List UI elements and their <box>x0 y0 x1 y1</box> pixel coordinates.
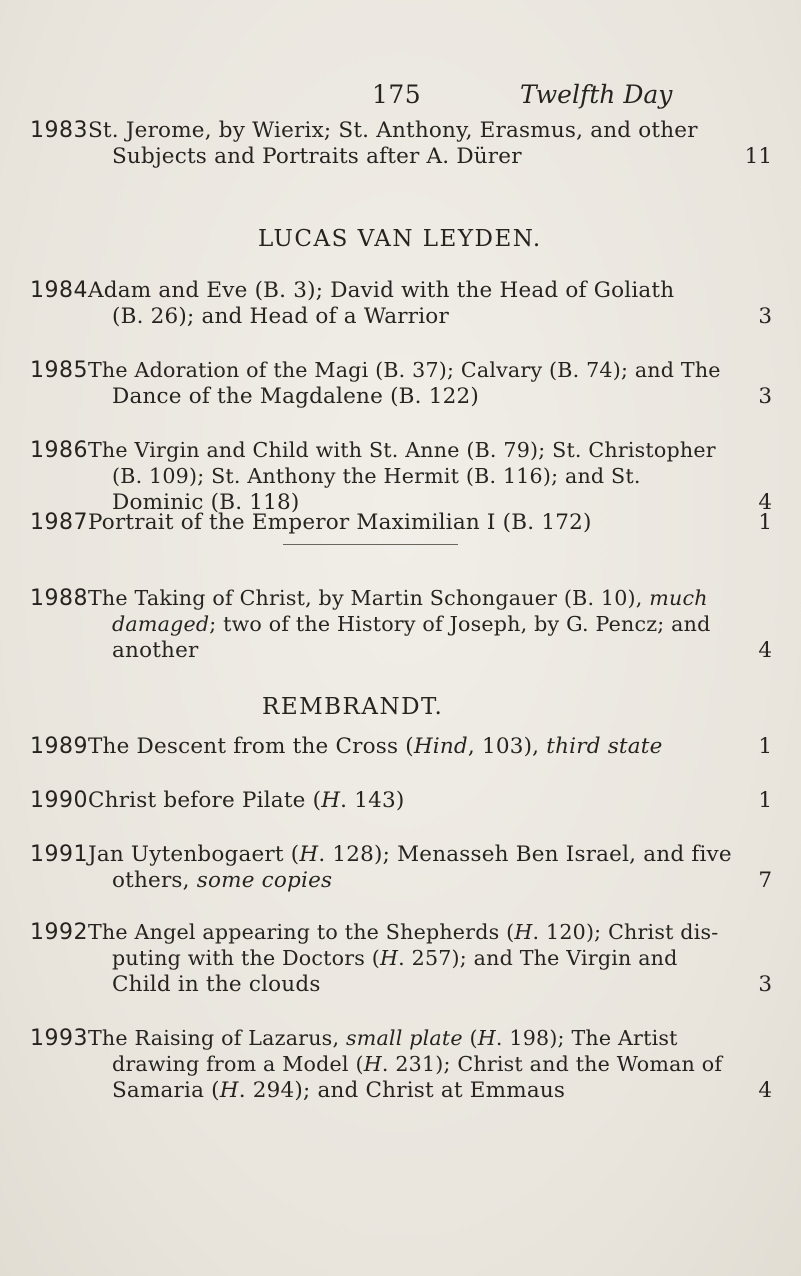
catalogue-ref: H <box>321 788 341 813</box>
condition-note: some copies <box>196 868 333 893</box>
lot-number: 1990 <box>30 788 88 813</box>
lot-1992-line: Child in the clouds <box>112 972 321 997</box>
lot-quantity: 4 <box>758 490 772 515</box>
lot-1989-text: , 103), <box>467 734 540 759</box>
lot-number: 1987 <box>30 510 88 535</box>
lot-1991-line <box>112 868 332 893</box>
lot-1983-line: Subjects and Portraits after A. Dürer <box>112 144 522 169</box>
lot-1992-text: . 257); and The Virgin and <box>398 946 678 970</box>
lot-quantity: 3 <box>758 972 772 997</box>
lot-quantity: 1 <box>758 734 772 759</box>
lot-quantity: 3 <box>758 304 772 329</box>
lot-1991-text: . 128); Menasseh Ben Israel, and five <box>318 842 732 867</box>
lot-number: 1986 <box>30 438 88 463</box>
lot-1987-line: Portrait of the Emperor Maximilian I (B. 172) <box>88 510 592 535</box>
catalogue-ref: H <box>514 920 533 944</box>
lot-1988-line <box>112 612 710 636</box>
lot-1990-text: Christ before Pilate ( <box>88 788 322 813</box>
lot-1993-text: . 294); and Christ at Emmaus <box>238 1078 566 1103</box>
catalogue-ref: H <box>299 842 319 867</box>
lot-1989-line <box>88 734 663 759</box>
lot-1988-line: another <box>112 638 199 663</box>
lot-number: 1993 <box>30 1026 88 1051</box>
lot-number: 1992 <box>30 920 88 945</box>
lot-number: 1988 <box>30 586 88 611</box>
lot-quantity: 7 <box>758 868 772 893</box>
lot-1993-text: . 231); Christ and the Woman of <box>381 1052 723 1076</box>
lot-1990-text: . 143) <box>340 788 405 813</box>
lot-quantity: 11 <box>744 144 772 169</box>
plate-note: small plate <box>345 1026 463 1050</box>
lot-1984-line: Adam and Eve (B. 3); David with the Head of Goliath <box>88 278 675 303</box>
lot-1984-line: (B. 26); and Head of a Warrior <box>112 304 449 329</box>
lot-1993-line <box>112 1078 565 1103</box>
lot-quantity: 4 <box>758 638 772 663</box>
lot-1993-text: drawing from a Model ( <box>112 1052 364 1076</box>
lot-1991-text: others, <box>112 868 190 893</box>
lot-1986-line: The Virgin and Child with St. Anne (B. 79); St. Christopher <box>88 438 716 462</box>
catalogue-ref: Hind <box>413 734 468 759</box>
lot-number: 1991 <box>30 842 88 867</box>
catalogue-ref: H <box>477 1026 496 1050</box>
catalogue-ref: H <box>379 946 399 970</box>
lot-1990-line <box>88 788 404 813</box>
divider-rule <box>283 544 458 545</box>
lot-1992-text: . 120); Christ dis- <box>532 920 719 944</box>
lot-1993-text: The Raising of Lazarus, <box>88 1026 340 1050</box>
lot-1993-line <box>112 1052 722 1076</box>
lot-1993-line <box>88 1026 678 1050</box>
lot-quantity: 1 <box>758 788 772 813</box>
lot-number: 1983 <box>30 118 88 143</box>
lot-1993-text: Samaria ( <box>112 1078 220 1103</box>
lot-1988-line <box>88 586 708 610</box>
lot-1988-text: The Taking of Christ, by Martin Schongauer (B. 10), <box>88 586 643 610</box>
running-header: Twelfth Day <box>520 80 673 109</box>
lot-1992-text: The Angel appearing to the Shepherds ( <box>88 920 515 944</box>
lot-1991-text: Jan Uytenbogaert ( <box>88 842 300 867</box>
page-number: 175 <box>372 80 422 109</box>
catalogue-ref: H <box>363 1052 382 1076</box>
section-heading: REMBRANDT. <box>262 694 444 720</box>
lot-1985-line: Dance of the Magdalene (B. 122) <box>112 384 479 409</box>
lot-1988-condition: damaged <box>112 612 210 636</box>
lot-1991-line <box>88 842 732 867</box>
lot-1985-line: The Adoration of the Magi (B. 37); Calvary (B. 74); and The <box>88 358 721 382</box>
lot-1989-text: The Descent from the Cross ( <box>88 734 414 759</box>
lot-1992-line <box>88 920 718 944</box>
lot-quantity: 3 <box>758 384 772 409</box>
lot-number: 1989 <box>30 734 88 759</box>
lot-1992-line <box>112 946 678 970</box>
lot-1988-text: ; two of the History of Joseph, by G. Pencz; and <box>209 612 711 636</box>
lot-1992-text: puting with the Doctors ( <box>112 946 380 970</box>
lot-1986-line: (B. 109); St. Anthony the Hermit (B. 116); and St. <box>112 464 641 488</box>
lot-1986-line: Dominic (B. 118) <box>112 490 300 515</box>
lot-1993-text: . 198); The Artist <box>495 1026 678 1050</box>
lot-1993-text: ( <box>469 1026 478 1050</box>
state-note: third state <box>546 734 663 759</box>
lot-quantity: 1 <box>758 510 772 535</box>
section-heading: LUCAS VAN LEYDEN. <box>258 226 542 252</box>
lot-1983-line: St. Jerome, by Wierix; St. Anthony, Erasmus, and other <box>88 118 698 143</box>
lot-1988-condition: much <box>649 586 708 610</box>
catalogue-ref: H <box>219 1078 239 1103</box>
lot-number: 1985 <box>30 358 88 383</box>
lot-quantity: 4 <box>758 1078 772 1103</box>
lot-number: 1984 <box>30 278 88 303</box>
